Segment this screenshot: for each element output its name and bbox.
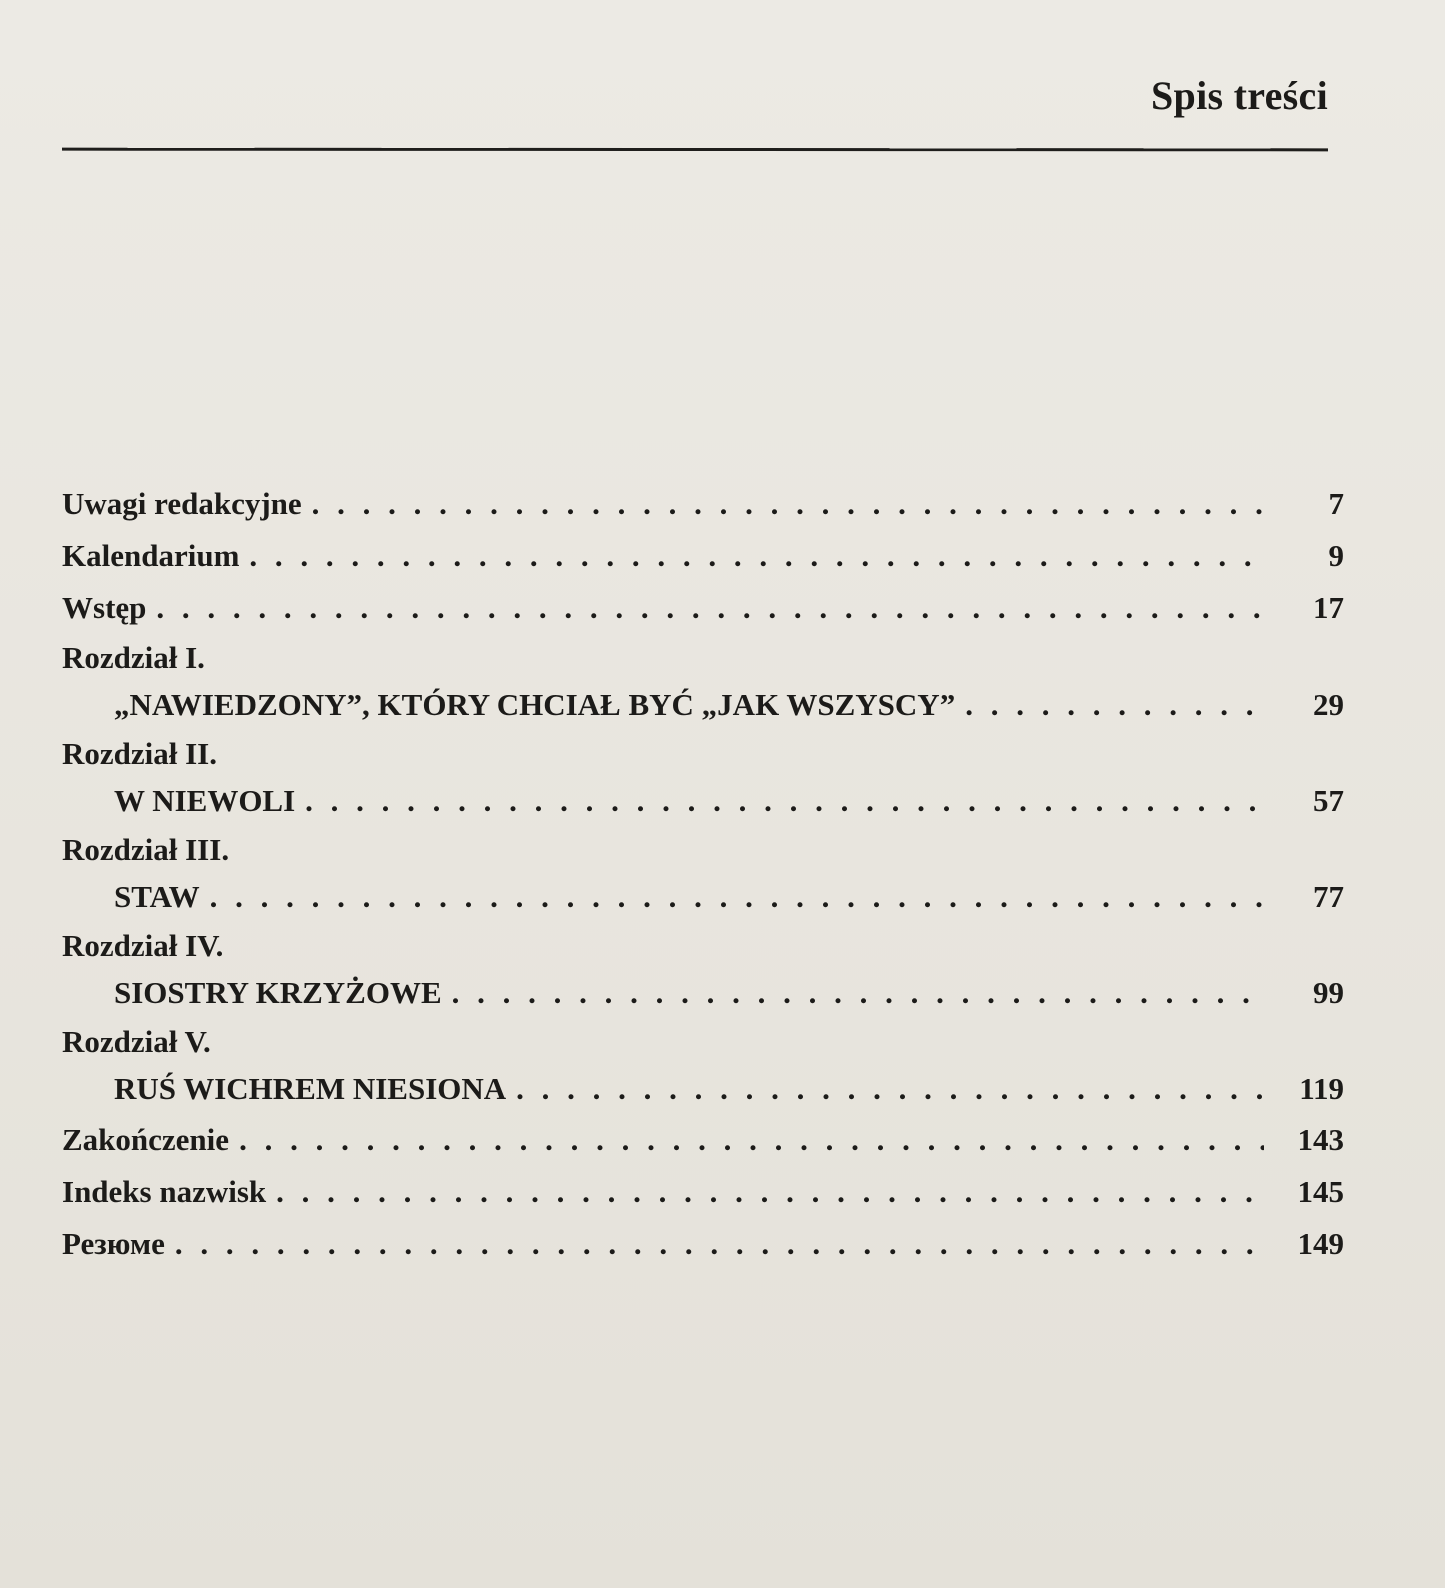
chapter-label: Rozdział IV. <box>62 928 224 963</box>
chapter-row <box>62 680 1344 730</box>
toc-chapter-3[interactable] <box>62 828 1344 922</box>
toc-page-number: 29 <box>1313 687 1344 722</box>
dot-leader <box>305 776 1264 826</box>
toc-entry-title: Резюме <box>62 1226 165 1261</box>
chapter-row <box>62 1064 1344 1114</box>
toc-entry-title: Indeks nazwisk <box>62 1174 267 1209</box>
chapter-label: Rozdział I. <box>62 640 205 675</box>
toc-chapter-4[interactable] <box>62 924 1344 1018</box>
dot-leader <box>249 530 1264 582</box>
toc-chapter-5[interactable] <box>62 1020 1344 1114</box>
chapter-row <box>62 872 1344 922</box>
chapter-row <box>62 776 1344 826</box>
dot-leader <box>239 1114 1264 1166</box>
chapter-title: RUŚ WICHREM NIESIONA <box>114 1071 507 1106</box>
toc-page-number: 143 <box>1297 1122 1344 1157</box>
table-of-contents <box>62 478 1344 1270</box>
toc-entry-title: Wstęp <box>62 590 147 625</box>
chapter-row <box>62 968 1344 1018</box>
toc-page-number: 149 <box>1297 1226 1344 1261</box>
toc-page-number: 17 <box>1313 590 1344 625</box>
toc-entry-zakonczenie[interactable] <box>62 1114 1344 1166</box>
toc-page-number: 145 <box>1297 1174 1344 1209</box>
toc-chapter-2[interactable] <box>62 732 1344 826</box>
toc-entry-wstep[interactable] <box>62 582 1344 634</box>
dot-leader <box>452 968 1264 1018</box>
toc-page-number: 99 <box>1313 975 1344 1010</box>
chapter-title: SIOSTRY KRZYŻOWE <box>114 975 442 1010</box>
toc-chapter-1[interactable] <box>62 636 1344 730</box>
toc-entry-indeks-nazwisk[interactable] <box>62 1166 1344 1218</box>
dot-leader <box>156 582 1264 634</box>
toc-entry-kalendarium[interactable] <box>62 530 1344 582</box>
toc-page-number: 57 <box>1313 783 1344 818</box>
toc-page-number: 119 <box>1299 1071 1344 1106</box>
chapter-title: W NIEWOLI <box>114 783 296 818</box>
toc-entry-title: Uwagi redakcyjne <box>62 486 302 521</box>
dot-leader <box>175 1218 1264 1270</box>
chapter-title: STAW <box>114 879 200 914</box>
toc-page-number: 9 <box>1328 538 1344 573</box>
chapter-title: „NAWIEDZONY”, KTÓRY CHCIAŁ BYĆ „JAK WSZYSCY” <box>114 687 956 722</box>
dot-leader <box>965 680 1264 730</box>
dot-leader <box>312 478 1264 530</box>
toc-page-number: 77 <box>1313 879 1344 914</box>
chapter-label: Rozdział III. <box>62 832 230 867</box>
toc-entry-title: Zakończenie <box>62 1122 230 1157</box>
toc-entry-rezyume[interactable] <box>62 1218 1344 1270</box>
chapter-label: Rozdział V. <box>62 1024 211 1059</box>
page-title: Spis treści <box>1150 73 1328 118</box>
toc-page-number: 7 <box>1328 486 1344 521</box>
dot-leader <box>276 1166 1264 1218</box>
dot-leader <box>516 1064 1264 1114</box>
chapter-label: Rozdział II. <box>62 736 217 771</box>
dot-leader <box>210 872 1264 922</box>
toc-entry-uwagi-redakcyjne[interactable] <box>62 478 1344 530</box>
header-rule <box>62 148 1328 152</box>
toc-entry-title: Kalendarium <box>62 538 240 573</box>
